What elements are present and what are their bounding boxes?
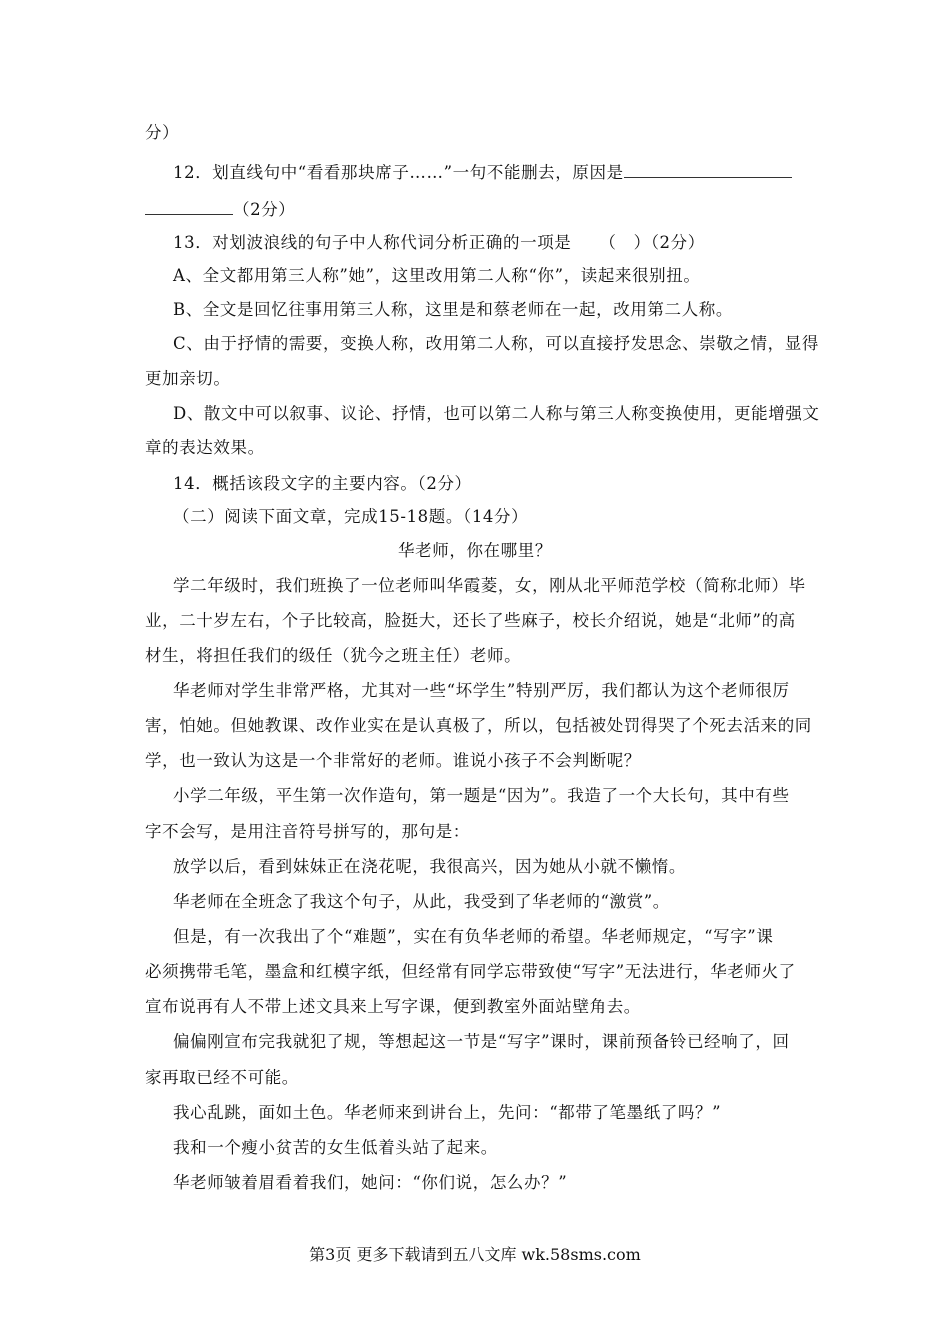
paragraph-line: 字不会写，是用注音符号拼写的，那句是： xyxy=(145,822,470,841)
option-c-cont: 更加亲切。 xyxy=(145,369,231,388)
question-12-text: 12．划直线句中“看看那块席子……”一句不能删去，原因是 xyxy=(173,163,624,182)
answer-blank xyxy=(145,197,233,215)
paragraph-line: 偏偏刚宣布完我就犯了规，等想起这一节是“写字”课时，课前预备铃已经响了，回 xyxy=(173,1032,790,1051)
article-title: 华老师，你在哪里？ xyxy=(398,541,552,560)
option-c: C、由于抒情的需要，变换人称，改用第二人称，可以直接抒发思念、崇敬之情，显得 xyxy=(173,334,819,353)
paragraph-line: 我和一个瘦小贫苦的女生低着头站了起来。 xyxy=(173,1138,498,1157)
paragraph-line: 放学以后，看到妹妹正在浇花呢，我很高兴，因为她从小就不懒惰。 xyxy=(173,857,686,876)
answer-parentheses: （ ）（2分） xyxy=(599,233,705,252)
paragraph-line: 华老师对学生非常严格，尤其对一些“坏学生”特别严厉，我们都认为这个老师很厉 xyxy=(173,681,790,700)
paragraph-line: 我心乱跳，面如土色。华老师来到讲台上，先问：“都带了笔墨纸了吗？” xyxy=(173,1103,722,1122)
option-a: A、全文都用第三人称”她”，这里改用第二人称“你”，读起来很别扭。 xyxy=(173,266,701,285)
question-13-text: 13．对划波浪线的句子中人称代词分析正确的一项是 xyxy=(173,233,572,252)
paragraph-line: 宣布说再有人不带上述文具来上写字课，便到教室外面站壁角去。 xyxy=(145,997,641,1016)
option-d-cont: 章的表达效果。 xyxy=(145,438,265,457)
section-heading: （二）阅读下面文章，完成15-18题。（14分） xyxy=(173,507,529,526)
paragraph-line: 材生，将担任我们的级任（犹今之班主任）老师。 xyxy=(145,646,522,665)
option-b: B、全文是回忆往事用第三人称，这里是和蔡老师在一起，改用第二人称。 xyxy=(173,300,733,319)
score-label: （2分） xyxy=(233,200,296,219)
paragraph-line: 害，怕她。但她教课、改作业实在是认真极了，所以，包括被处罚得哭了个死去活来的同 xyxy=(145,716,812,735)
paragraph-line: 学二年级时，我们班换了一位老师叫华霞菱，女，刚从北平师范学校（简称北师）毕 xyxy=(173,576,806,595)
paragraph-line: 家再取已经不可能。 xyxy=(145,1068,299,1087)
paragraph-line: 华老师皱着眉看着我们，她问：“你们说，怎么办？” xyxy=(173,1173,568,1192)
answer-blank xyxy=(624,160,792,178)
question-12 xyxy=(173,160,792,184)
page-footer: 第3页 更多下载请到五八文库 wk.58sms.com xyxy=(309,1245,641,1264)
question-12-cont xyxy=(145,197,295,221)
paragraph-line: 但是，有一次我出了个“难题”，实在有负华老师的希望。华老师规定，“写字”课 xyxy=(173,927,774,946)
paragraph-line: 小学二年级，平生第一次作造句，第一题是“因为”。我造了一个大长句，其中有些 xyxy=(173,786,790,805)
paragraph-line: 华老师在全班念了我这个句子，从此，我受到了华老师的“激赏”。 xyxy=(173,892,670,911)
paragraph-line: 业，二十岁左右，个子比较高，脸挺大，还长了些麻子，校长介绍说，她是“北师”的高 xyxy=(145,611,796,630)
paragraph-line: 必须携带毛笔，墨盒和红模字纸，但经常有同学忘带致使“写字”无法进行，华老师火了 xyxy=(145,962,796,981)
question-13 xyxy=(173,232,705,254)
paragraph-line: 学，也一致认为这是一个非常好的老师。谁说小孩子不会判断呢？ xyxy=(145,751,641,770)
text-line: 分） xyxy=(145,123,180,142)
option-d: D、散文中可以叙事、议论、抒情，也可以第二人称与第三人称变换使用，更能增强文 xyxy=(173,404,820,423)
question-14: 14．概括该段文字的主要内容。（2分） xyxy=(173,474,472,493)
